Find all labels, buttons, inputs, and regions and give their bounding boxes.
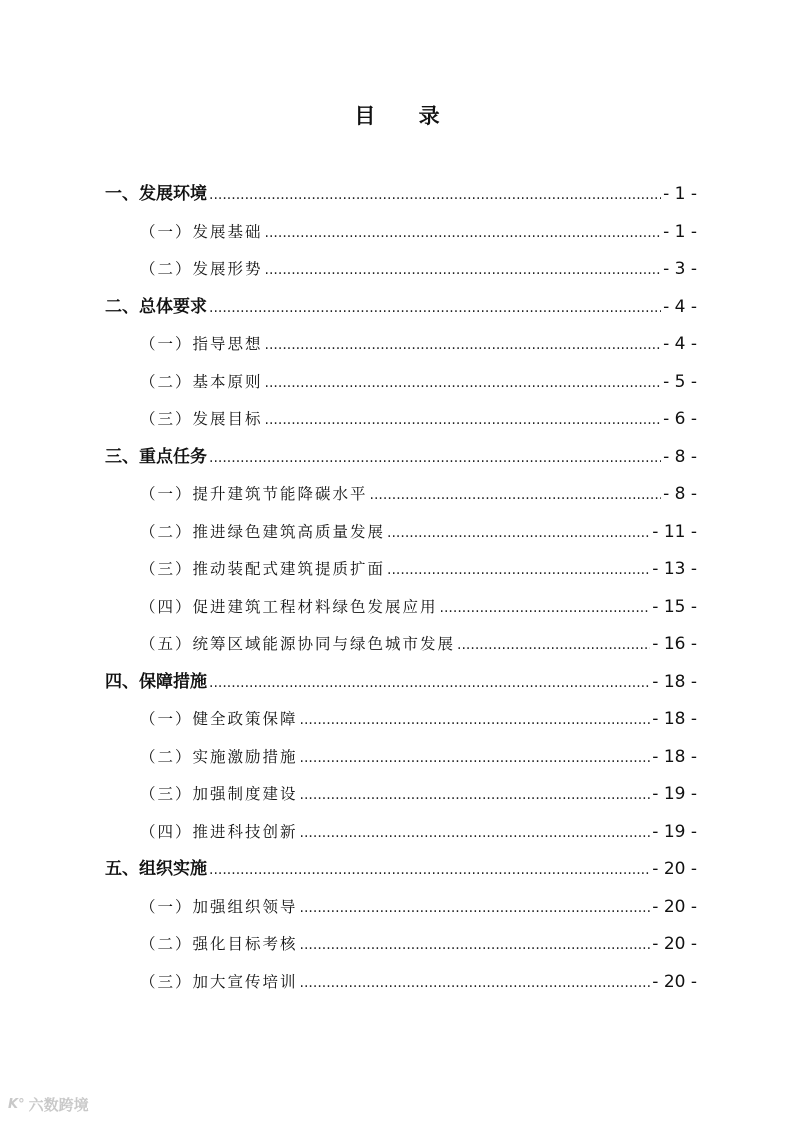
toc-page-number: - 18 - xyxy=(652,746,697,767)
toc-dot-leader xyxy=(300,740,651,778)
toc-entry-label: （四）促进建筑工程材料绿色发展应用 xyxy=(140,597,438,616)
toc-dot-leader xyxy=(440,590,651,628)
toc-dot-leader xyxy=(209,852,650,890)
toc-page-number: - 5 - xyxy=(663,371,697,392)
toc-dot-leader xyxy=(265,252,662,290)
toc-section-entry[interactable] xyxy=(105,926,697,964)
toc-dot-leader xyxy=(209,440,661,478)
toc-entry-label: 五、组织实施 xyxy=(105,859,207,879)
toc-page-number: - 20 - xyxy=(652,896,697,917)
toc-section-entry[interactable] xyxy=(105,251,697,289)
toc-page-number: - 8 - xyxy=(663,446,697,467)
toc-page-number: - 1 - xyxy=(663,221,697,242)
toc-section-entry[interactable] xyxy=(105,401,697,439)
table-of-contents xyxy=(105,176,697,1001)
toc-section-entry[interactable] xyxy=(105,551,697,589)
toc-page-number: - 6 - xyxy=(663,409,697,429)
toc-chapter-entry[interactable] xyxy=(105,851,697,889)
toc-dot-leader xyxy=(300,890,651,928)
watermark-text: 六数跨境 xyxy=(28,1096,89,1114)
toc-chapter-entry[interactable] xyxy=(105,176,697,214)
toc-section-entry[interactable] xyxy=(105,476,697,514)
toc-section-entry[interactable] xyxy=(105,364,697,402)
toc-page-number: - 20 - xyxy=(652,971,697,992)
toc-dot-leader xyxy=(457,627,650,665)
toc-entry-label: （三）推动装配式建筑提质扩面 xyxy=(140,560,386,578)
toc-section-entry[interactable] xyxy=(105,626,697,664)
toc-entry-label: 四、保障措施 xyxy=(105,671,207,692)
toc-dot-leader xyxy=(387,515,650,553)
toc-section-entry[interactable] xyxy=(105,214,697,252)
toc-page-number: - 13 - xyxy=(652,559,697,579)
toc-section-entry[interactable] xyxy=(105,814,697,852)
toc-page-number: - 16 - xyxy=(652,634,697,654)
toc-dot-leader xyxy=(265,327,662,365)
toc-entry-label: （二）强化目标考核 xyxy=(140,935,298,953)
toc-entry-label: （一）提升建筑节能降碳水平 xyxy=(140,485,368,503)
toc-section-entry[interactable] xyxy=(105,326,697,364)
toc-page-number: - 4 - xyxy=(663,296,697,317)
toc-page-number: - 8 - xyxy=(663,484,697,504)
toc-entry-label: （二）基本原则 xyxy=(140,372,263,391)
toc-dot-leader xyxy=(300,927,651,965)
toc-entry-label: （五）统筹区域能源协同与绿色城市发展 xyxy=(140,635,456,653)
toc-dot-leader xyxy=(209,290,661,328)
toc-section-entry[interactable] xyxy=(105,776,697,814)
toc-entry-label: （二）推进绿色建筑高质量发展 xyxy=(140,522,386,541)
toc-entry-label: （一）发展基础 xyxy=(140,222,263,241)
toc-chapter-entry[interactable] xyxy=(105,439,697,477)
toc-chapter-entry[interactable] xyxy=(105,289,697,327)
toc-dot-leader xyxy=(209,177,661,215)
toc-dot-leader xyxy=(300,815,651,853)
watermark xyxy=(8,1094,89,1115)
toc-page-number: - 20 - xyxy=(652,934,697,954)
toc-entry-label: 一、发展环境 xyxy=(105,184,207,204)
toc-page-number: - 4 - xyxy=(663,334,697,354)
toc-section-entry[interactable] xyxy=(105,701,697,739)
toc-dot-leader xyxy=(387,552,650,590)
toc-entry-label: 二、总体要求 xyxy=(105,296,207,317)
watermark-logo: K° xyxy=(8,1097,25,1112)
toc-entry-label: （三）加强制度建设 xyxy=(140,785,298,803)
toc-section-entry[interactable] xyxy=(105,589,697,627)
toc-page-number: - 19 - xyxy=(652,821,697,842)
toc-entry-label: （三）发展目标 xyxy=(140,410,263,428)
toc-section-entry[interactable] xyxy=(105,964,697,1002)
toc-dot-leader xyxy=(209,665,650,703)
toc-entry-label: （二）实施激励措施 xyxy=(140,747,298,766)
toc-section-entry[interactable] xyxy=(105,739,697,777)
toc-entry-label: 三、重点任务 xyxy=(105,446,207,467)
toc-dot-leader xyxy=(265,215,662,253)
toc-page-number: - 15 - xyxy=(652,596,697,617)
toc-page-number: - 3 - xyxy=(663,259,697,279)
toc-entry-label: （三）加大宣传培训 xyxy=(140,972,298,991)
toc-title: 目 录 xyxy=(354,104,458,128)
toc-chapter-entry[interactable] xyxy=(105,664,697,702)
toc-dot-leader xyxy=(300,777,651,815)
toc-dot-leader xyxy=(300,702,651,740)
toc-entry-label: （一）指导思想 xyxy=(140,335,263,353)
toc-dot-leader xyxy=(265,365,662,403)
toc-page-number: - 18 - xyxy=(652,709,697,729)
toc-dot-leader xyxy=(300,965,651,1003)
toc-entry-label: （一）健全政策保障 xyxy=(140,710,298,728)
toc-entry-label: （一）加强组织领导 xyxy=(140,897,298,916)
toc-section-entry[interactable] xyxy=(105,514,697,552)
toc-dot-leader xyxy=(265,402,662,440)
toc-dot-leader xyxy=(370,477,662,515)
toc-entry-label: （二）发展形势 xyxy=(140,260,263,278)
toc-section-entry[interactable] xyxy=(105,889,697,927)
toc-page-number: - 19 - xyxy=(652,784,697,804)
toc-page-number: - 18 - xyxy=(652,671,697,692)
toc-page-number: - 1 - xyxy=(663,184,697,204)
toc-entry-label: （四）推进科技创新 xyxy=(140,822,298,841)
toc-page-number: - 11 - xyxy=(652,521,697,542)
toc-page-number: - 20 - xyxy=(652,859,697,879)
